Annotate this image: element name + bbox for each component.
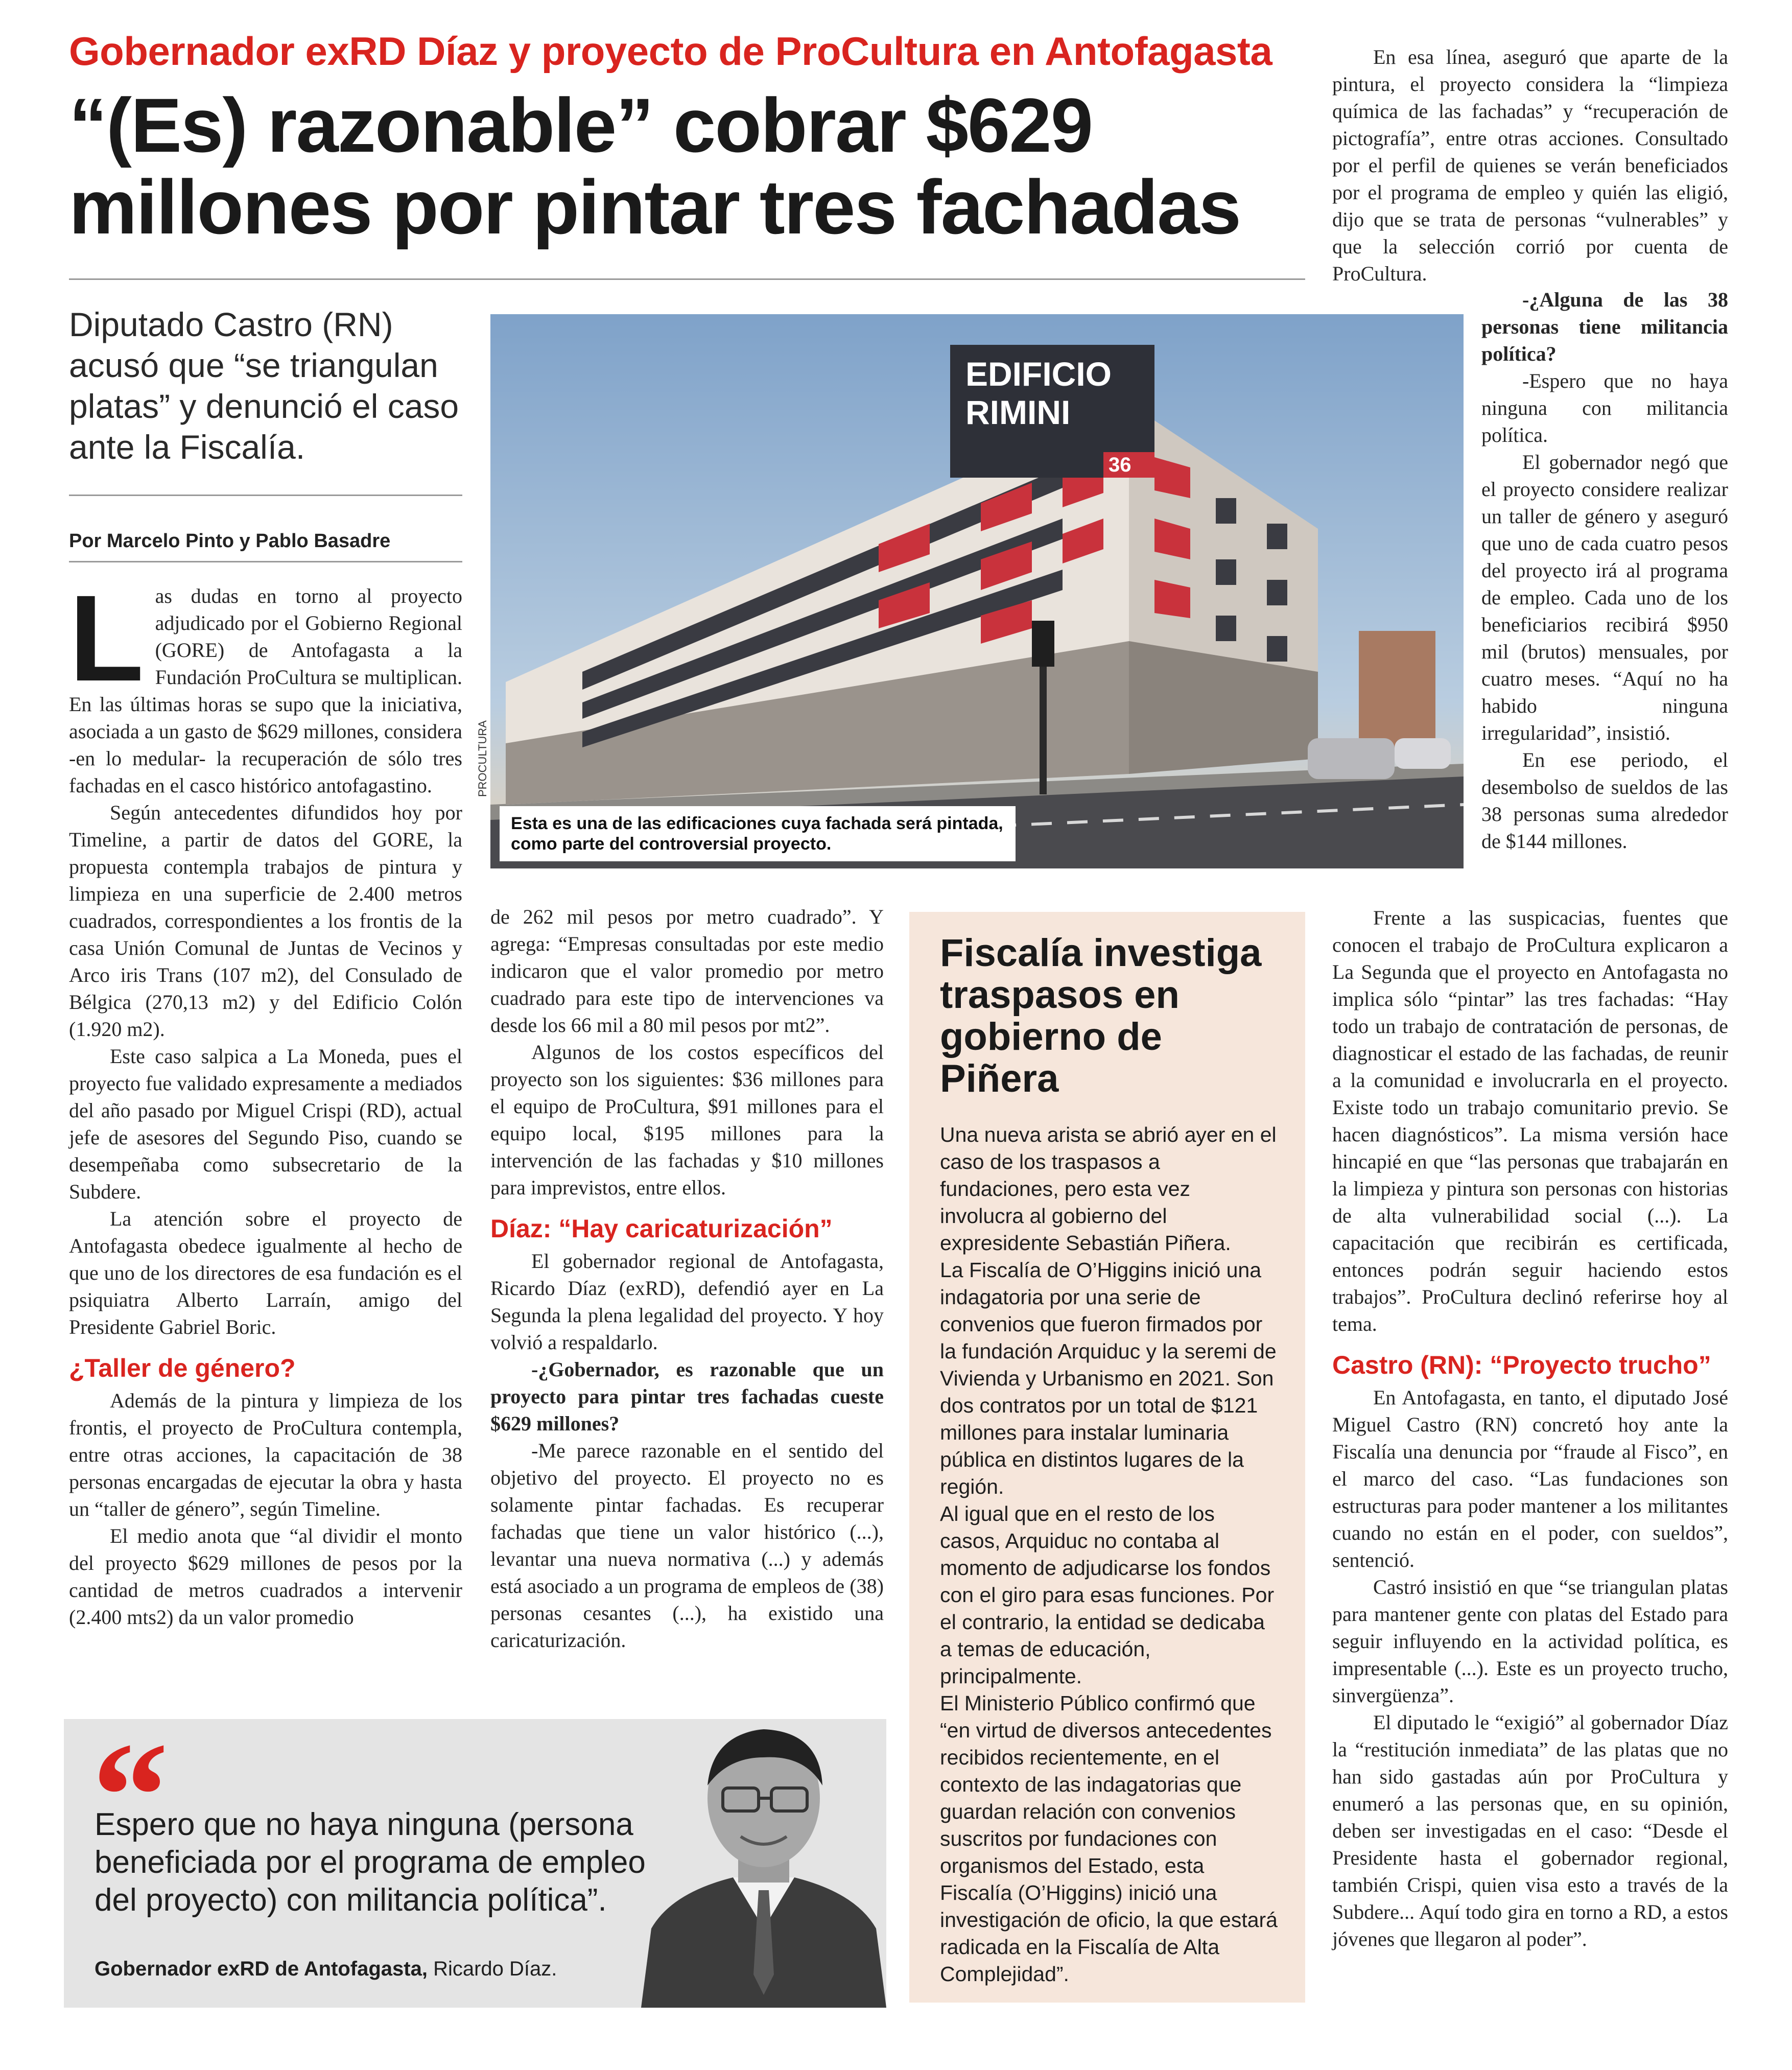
paragraph: El medio anota que “al dividir el monto del proyecto $629 millones de pesos por la cantidad de metros cuadrados a intervenir (2.400 mts2) da un valor promedio <box>69 1524 462 1629</box>
paragraph: Castró insistió en que “se triangulan platas para mantener gente con platas del Estado para seguir influyendo en la actividad política, es impresentable (...). Este es un proyecto trucho, sinvergüenza”. <box>1332 1575 1728 1707</box>
column-4-lower <box>1332 904 1728 1953</box>
paragraph: La Fiscalía de O’Higgins inició una indagatoria por una serie de convenios que fueron firmados por la fundación Arquiduc y la seremi de Vivienda y Urbanismo en 2021. Son dos contratos por un total de $121 millones para instalar luminaria pública en distintos lugares de la región. <box>940 1258 1277 1498</box>
column-2 <box>490 903 884 1654</box>
interview-question: -¿Gobernador, es razonable que un proyecto para pintar tres fachadas cueste $629 millones? <box>490 1358 884 1435</box>
paragraph: El diputado le “exigió” al gobernador Díaz la “restitución inmediata” de las platas que no han sido gastadas aún por ProCultura y enumeró a las personas que, en su opinión, deben ser investigadas en el caso: “Desde el Presidente hasta el gobernador regional, también Crispi, quien visa esto a través de la Subdere... Aquí todo gira en torno a RD, a estos jóvenes que llegaron al poder”. <box>1332 1711 1728 1950</box>
photo-credit: PROCULTURA <box>476 720 489 797</box>
paragraph: Además de la pintura y limpieza de los frontis, el proyecto de ProCultura contempla, entre otras acciones, la capacitación de 38 personas encargadas de ejecutar la obra y hasta un “taller de género”, según Timeline. <box>69 1389 462 1520</box>
byline-divider <box>69 561 462 562</box>
sidebar-body <box>940 1121 1280 1988</box>
quote-mark-icon: “ <box>92 1711 169 1880</box>
building-photo <box>490 314 1464 868</box>
byline: Por Marcelo Pinto y Pablo Basadre <box>69 530 391 552</box>
paragraph: Una nueva arista se abrió ayer en el caso de los traspasos a fundaciones, pero esta vez involucra al gobierno del expresidente Sebastián Piñera. <box>940 1123 1277 1255</box>
subheading: Díaz: “Hay caricaturización” <box>490 1214 833 1243</box>
kicker: Gobernador exRD Díaz y proyecto de ProCultura en Antofagasta <box>69 29 1272 74</box>
pullquote-text: Espero que no haya ninguna (persona beneficiada por el programa de empleo del proyecto) con militancia política”. <box>95 1807 646 1918</box>
column-4-narrow <box>1481 286 1728 855</box>
sidebar-title: Fiscalía investiga traspasos en gobierno de Piñera <box>940 931 1262 1100</box>
subheading: Castro (RN): “Proyecto trucho” <box>1332 1351 1711 1379</box>
paragraph: Las dudas en torno al proyecto adjudicado por el Gobierno Regional (GORE) de Antofagasta a la Fundación ProCultura se multiplican. En las últimas horas se supo que la iniciativa, asociada a un gasto de $629 millones, considera -en lo medular- la recuperación de sólo tres fachadas en el casco histórico antofagastino. <box>69 570 462 797</box>
person-portrait <box>631 1688 897 2008</box>
subheading: ¿Taller de género? <box>69 1354 296 1382</box>
paragraph: El Ministerio Público confirmó que “en virtud de diversos antecedentes recibidos recientemente, en el contexto de las indagatorias que guardan relación con convenios suscritos por fundaciones con organismos del Estado, esta Fiscalía (O’Higgins) inició una investigación de oficio, la que estará radicada en la Fiscalía de Alta Complejidad”. <box>940 1691 1278 1986</box>
interview-question: -¿Alguna de las 38 personas tiene militancia política? <box>1481 288 1728 365</box>
paragraph: Algunos de los costos específicos del proyecto son los siguientes: $36 millones para el equipo de ProCultura, $91 millones para el equipo local, $195 millones para la intervención de las fachadas y $10 millones para imprevistos, entre ellos. <box>490 1041 884 1199</box>
pullquote-attribution: Gobernador exRD de Antofagasta, Ricardo Díaz. <box>95 1958 557 1980</box>
paragraph: En esa línea, aseguró que aparte de la pintura, el proyecto considera la “limpieza química de las fachadas” y “recuperación de pictografía”, entre otras acciones. Consultado por el perfil de quienes se verán beneficiados por el programa de empleo y quién las eligió, dijo que se trata de personas “vulnerables” y que la selección corrió por cuenta de ProCultura. <box>1332 45 1728 285</box>
paragraph: Según antecedentes difundidos hoy por Timeline, a partir de datos del GORE, la propuesta contempla trabajos de pintura y limpieza en una superficie de 2.400 metros cuadrados, correspondientes a los frontis de la casa Unión Comunal de Juntas de Vecinos y Arco iris Trans (107 m2), del Consulado de Bélgica (270,13 m2) y del Edificio Colón (1.920 m2). <box>69 801 462 1041</box>
photo-caption: Esta es una de las edificaciones cuya fachada será pintada, como parte del controversial proyecto. <box>500 806 1016 861</box>
paragraph: Frente a las suspicacias, fuentes que conocen el trabajo de ProCultura explicaron a La Segunda que el proyecto en Antofagasta no implica sólo “pintar” las tres fachadas: “Hay todo un trabajo de contratación de personas, de diagnosticar el estado de las fachadas, de reunir a la comunidad e involucrarla en el proyecto. Existe todo un trabajo comunitario previo. Se hacen diagnósticos”. La misma versión hace hincapié en que “las personas que trabajarán en la limpieza y pintura son personas con historias de alta vulnerabilidad social (...). La capacitación que recibirán es certificada, entonces podrán seguir haciendo estos trabajos”. ProCultura declinó referirse hoy al tema. <box>1332 906 1728 1335</box>
deck: Diputado Castro (RN) acusó que “se triangulan platas” y denunció el caso ante la Fiscalía. <box>69 305 459 466</box>
paragraph: -Espero que no haya ninguna con militancia política. <box>1481 369 1728 446</box>
billboard-number: 36 <box>1109 454 1131 476</box>
deck-divider <box>69 495 462 496</box>
paragraph: El gobernador negó que el proyecto considere realizar un taller de género y aseguró que uno de cada cuatro pesos del proyecto irá al programa de empleo. Cada uno de los beneficiarios recibirá $950 mil (brutos) mensuales, por cuatro meses. “Aquí no ha habido ninguna irregularidad”, insistió. <box>1481 451 1728 744</box>
portrait-photo <box>631 1688 897 2008</box>
paragraph: de 262 mil pesos por metro cuadrado”. Y agrega: “Empresas consultadas por este medio indicaron que el valor promedio por metro cuadrado para este tipo de intervenciones va desde los 66 mil a 80 mil pesos por mt2”. <box>490 905 884 1037</box>
column-1 <box>69 570 462 1631</box>
column-4 <box>1332 43 1728 287</box>
paragraph: La atención sobre el proyecto de Antofagasta obedece igualmente al hecho de que uno de los directores de esa fundación es el psiquiatra Alberto Larraín, amigo del Presidente Gabriel Boric. <box>69 1207 462 1338</box>
paragraph: Este caso salpica a La Moneda, pues el proyecto fue validado expresamente a mediados del año pasado por Miguel Crispi (RD), actual jefe de asesores del Segundo Piso, cuando se desempeñaba como subsecretario de la Subdere. <box>69 1045 462 1203</box>
header-divider <box>69 278 1305 280</box>
paragraph: El gobernador regional de Antofagasta, Ricardo Díaz (exRD), defendió ayer en La Segunda la plena legalidad del proyecto. Y hoy volvió a respaldarlo. <box>490 1250 884 1354</box>
paragraph: -Me parece razonable en el sentido del objetivo del proyecto. El proyecto no es solamente pintar fachadas. Es recuperar fachadas que tiene un valor histórico (...), levantar una nueva normativa (...) y además está asociado a un programa de empleos de (38) personas cesantes (...), ha existido una caricaturización. <box>490 1439 884 1652</box>
paragraph: En Antofagasta, en tanto, el diputado José Miguel Castro (RN) concretó hoy ante la Fiscalía una denuncia por “fraude al Fisco”, en el marco del caso. “Las fundaciones son estructuras para poder mantener a los militantes cuando no están en el poder, con sueldos”, sentenció. <box>1332 1386 1728 1571</box>
paragraph: Al igual que en el resto de los casos, Arquiduc no contaba al momento de adjudicarse los fondos con el giro para esas funciones. Por el contrario, la entidad se dedicaba a temas de educación, principalmente. <box>940 1502 1275 1688</box>
headline: “(Es) razonable” cobrar $629 millones por pintar tres fachadas <box>69 82 1240 250</box>
billboard-text-bottom: RIMINI <box>965 393 1071 431</box>
dropcap: L <box>69 570 144 707</box>
paragraph: En ese periodo, el desembolso de sueldos de las 38 personas suma alrededor de $144 millones. <box>1481 748 1728 853</box>
billboard-text-top: EDIFICIO <box>965 355 1112 393</box>
building-illustration <box>490 314 1464 868</box>
